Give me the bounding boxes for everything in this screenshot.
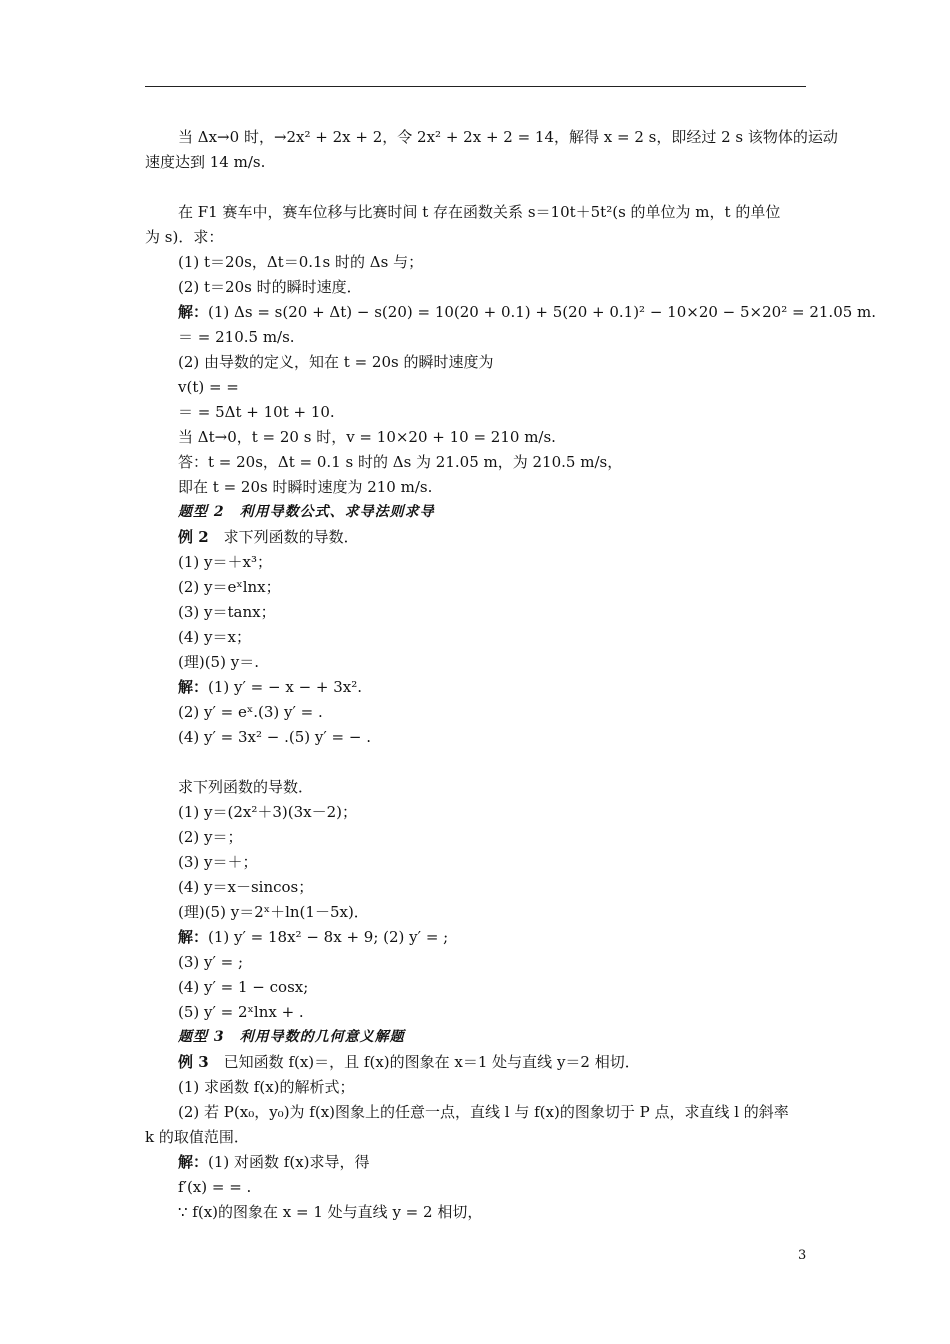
text-line: (3) y＝tanx； (178, 603, 276, 621)
solution-line (178, 677, 362, 697)
text-line: (2) 若 P(x₀，y₀)为 f(x)图象上的任意一点，直线 l 与 f(x)的图象切于 P 点，求直线 l 的斜率 (178, 1103, 789, 1121)
section-heading: 题型 3 利用导数的几何意义解题 (178, 1029, 405, 1045)
solution-label-text: 解： (178, 1153, 209, 1171)
text-line: 即在 t = 20s 时瞬时速度为 210 m/s. (178, 478, 433, 496)
example-label: 例 2 (178, 528, 209, 546)
text-line: 当 Δx→0 时，→2x² + 2x + 2，令 2x² + 2x + 2 = 14，解得 x = 2 s，即经过 2 s 该物体的运动 (178, 128, 838, 146)
text-line: (4) y＝x－sincos； (178, 878, 314, 896)
example-label: 例 3 (178, 1053, 209, 1071)
section-heading: 题型 2 利用导数公式、求导法则求导 (178, 504, 435, 520)
solution-label: 解： (178, 928, 209, 946)
text-line: (1) y′ = − x − + 3x². (208, 678, 363, 696)
text-line: k 的取值范围． (145, 1128, 249, 1146)
text-line: (1) y＝(2x²＋3)(3x－2)； (178, 803, 358, 821)
text-line: (理)(5) y＝. (178, 653, 259, 671)
text-line: f′(x) = = . (178, 1178, 252, 1196)
solution-label: 解： (178, 678, 209, 696)
text-line: (1) y＝＋x³； (178, 553, 272, 571)
text-line: 答：t = 20s，Δt = 0.1 s 时的 Δs 为 21.05 m，为 210.5 m/s， (178, 453, 623, 471)
text-line: (理)(5) y＝2ˣ＋ln(1－5x)． (178, 903, 369, 921)
text-line: 在 F1 赛车中，赛车位移与比赛时间 t 存在函数关系 s＝10t＋5t²(s 的单位为 m，t 的单位 (178, 203, 781, 221)
solution-line (178, 927, 448, 947)
text-line: 求下列函数的导数． (208, 528, 359, 546)
text-line: ＝ = 5Δt + 10t + 10. (178, 403, 335, 421)
text-line: (3) y′ = ; (178, 953, 244, 971)
text-line: (2) y＝； (178, 828, 243, 846)
text-line: (1) Δs = s(20 + Δt) − s(20) = 10(20 + 0.1) + 5(20 + 0.1)² − 10×20 − 5×20² = 21.05 m. (208, 303, 877, 321)
text-line: (4) y′ = 1 − cosx; (178, 978, 309, 996)
header-rule (145, 86, 806, 87)
text-line: (1) 求函数 f(x)的解析式； (178, 1078, 355, 1096)
text-line: 当 Δt→0，t = 20 s 时，v = 10×20 + 10 = 210 m/s. (178, 428, 556, 446)
solution-line (178, 302, 876, 322)
text-line: 为 s)．求： (145, 228, 224, 246)
text-line: ＝ = 210.5 m/s. (178, 328, 295, 346)
text-line: 速度达到 14 m/s. (145, 153, 266, 171)
text-line: (1) y′ = 18x² − 8x + 9; (2) y′ = ; (208, 928, 449, 946)
text-line: (2) t＝20s 时的瞬时速度． (178, 278, 362, 296)
text-line: (4) y′ = 3x² − .(5) y′ = − . (178, 728, 371, 746)
solution-label: 解： (178, 303, 209, 321)
text-line: ∵ f(x)的图象在 x = 1 处与直线 y = 2 相切， (178, 1203, 483, 1221)
text-line: (5) y′ = 2ˣlnx + . (178, 1003, 304, 1021)
page-number: 3 (798, 1248, 807, 1263)
text-line: (3) y＝＋； (178, 853, 258, 871)
solution-label (178, 1152, 370, 1172)
text-line: 求下列函数的导数． (178, 778, 314, 796)
example-line (178, 1052, 640, 1072)
text-line: (2) 由导数的定义，知在 t = 20s 的瞬时速度为 (178, 353, 494, 371)
text-line: (2) y′ = eˣ.(3) y′ = . (178, 703, 323, 721)
text-line: (1) t＝20s，Δt＝0.1s 时的 Δs 与； (178, 253, 424, 271)
example-line (178, 527, 359, 547)
text-line: 已知函数 f(x)＝，且 f(x)的图象在 x＝1 处与直线 y＝2 相切． (208, 1053, 640, 1071)
text-line: (2) y＝eˣlnx； (178, 578, 281, 596)
text-line: v(t) = = (178, 378, 239, 396)
text-line: (4) y＝x； (178, 628, 251, 646)
text-line: (1) 对函数 f(x)求导，得 (208, 1153, 370, 1171)
